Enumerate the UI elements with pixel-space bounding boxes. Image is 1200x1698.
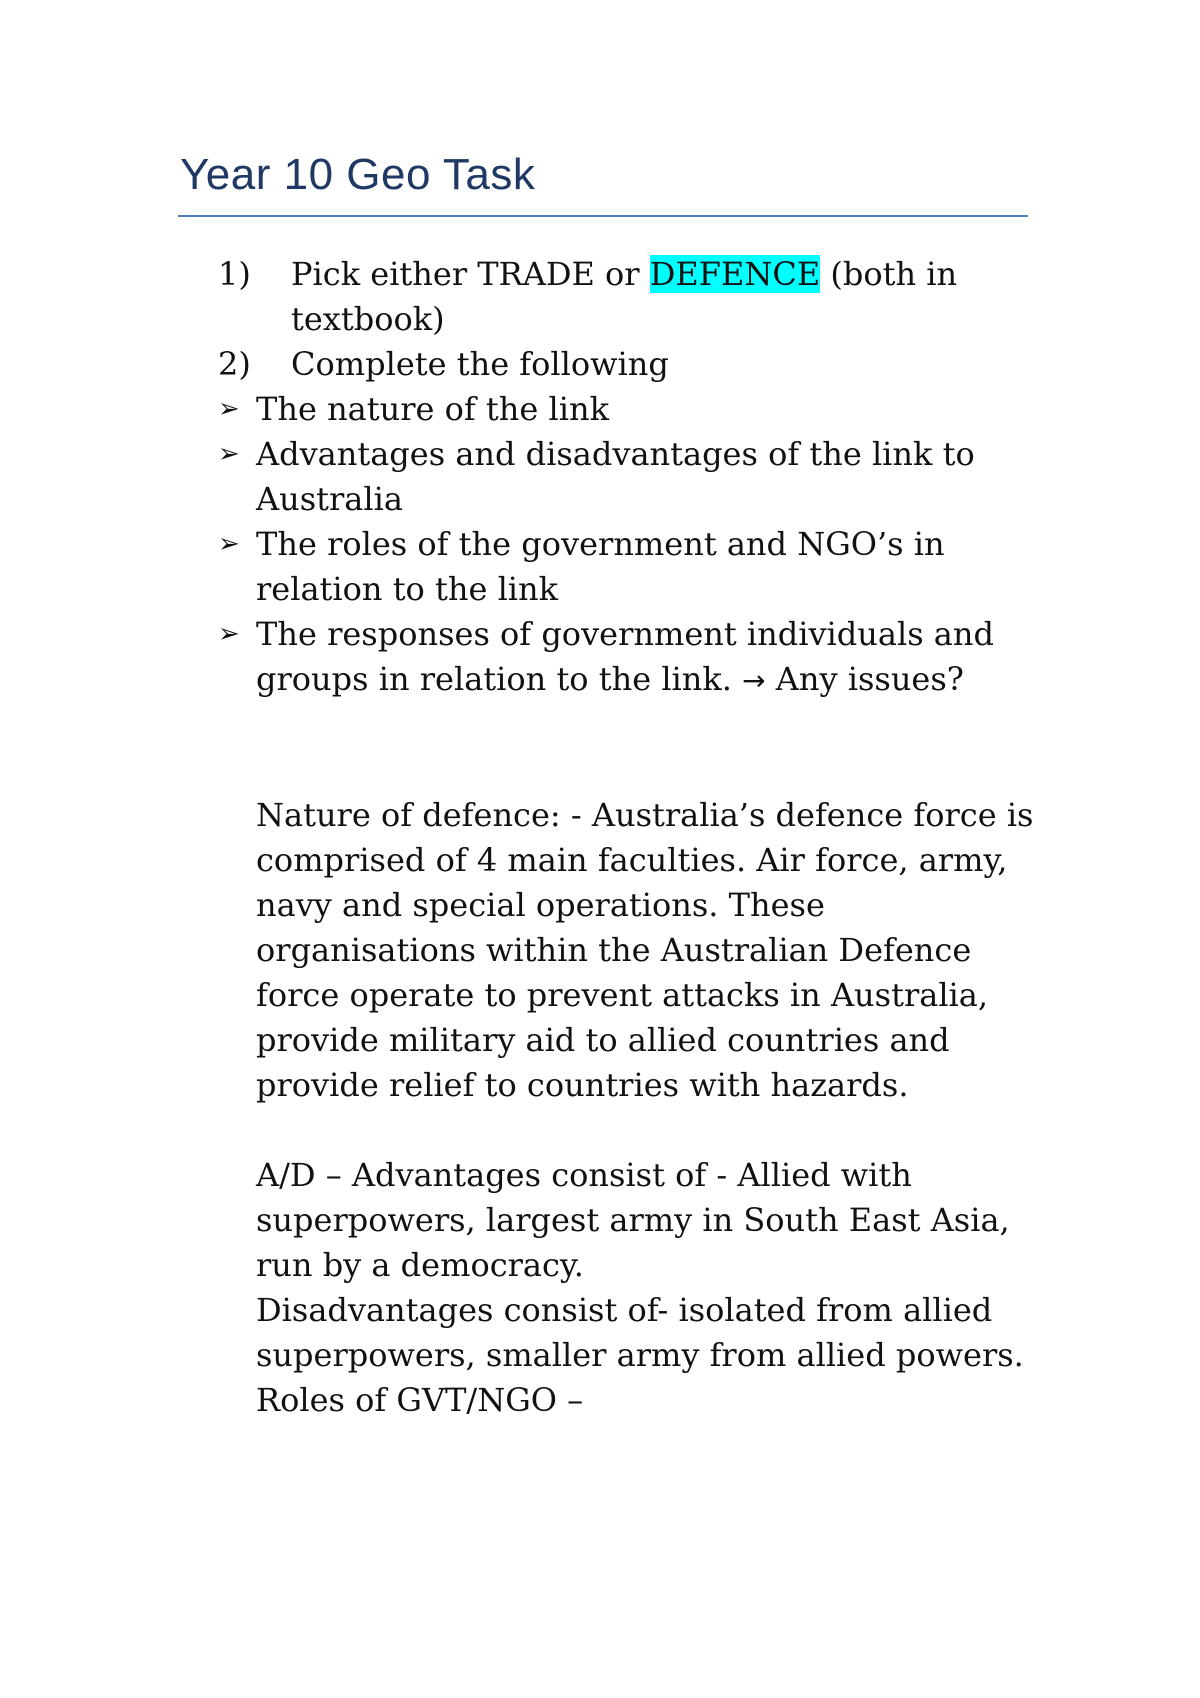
title-underline [178,215,1028,217]
document-body [218,252,1038,1423]
spacer [218,1108,1038,1153]
page-title: Year 10 Geo Task [180,150,536,199]
bullet-text: The roles of the government and NGO’s in relation to the link [256,525,945,608]
item-text-after: (both in textbook) [291,255,958,338]
bullet-text: The nature of the link [256,390,609,428]
bullet-item-nature [218,387,1038,432]
item-text-before: Pick either TRADE or [291,255,650,293]
numbered-item-2 [218,342,1038,387]
arrow-bullet-icon: ➢ [218,394,240,424]
bullet-item-responses [218,612,1038,703]
arrow-bullet-icon: ➢ [218,529,240,559]
numbered-item-1 [218,252,1038,342]
bullet-item-advantages [218,432,1038,522]
arrow-bullet-icon: ➢ [218,439,240,469]
bullet-text: Advantages and disadvantages of the link to Australia [256,435,975,518]
nature-paragraph: Nature of defence: - Australia’s defence force is comprised of 4 main faculties. Air force, army, navy and special operations. These organisations within the Australian Defence force operate to prevent attacks in Australia, provide military aid to allied countries and provide relief to countries with hazards. [256,796,1034,1104]
bullet-text: The responses of government individuals and groups in relation to the link. [256,615,994,698]
arrow-bullet-icon: ➢ [218,619,240,649]
item-number: 1) [218,255,251,293]
right-arrow-icon: → [742,664,766,697]
highlighted-word: DEFENCE [649,255,821,293]
bullet-tail-text: Any issues? [765,660,964,698]
advantages-paragraph: A/D – Advantages consist of - Allied with superpowers, largest army in South East Asia, run by a democracy. [256,1156,1010,1284]
spacer [218,703,1038,793]
roles-line: Roles of GVT/NGO – [256,1381,584,1419]
bullet-item-roles [218,522,1038,612]
item-number: 2) [218,345,251,383]
disadvantages-paragraph: Disadvantages consist of- isolated from allied superpowers, smaller army from allied powers. [256,1291,1024,1374]
item-text: Complete the following [291,345,669,383]
